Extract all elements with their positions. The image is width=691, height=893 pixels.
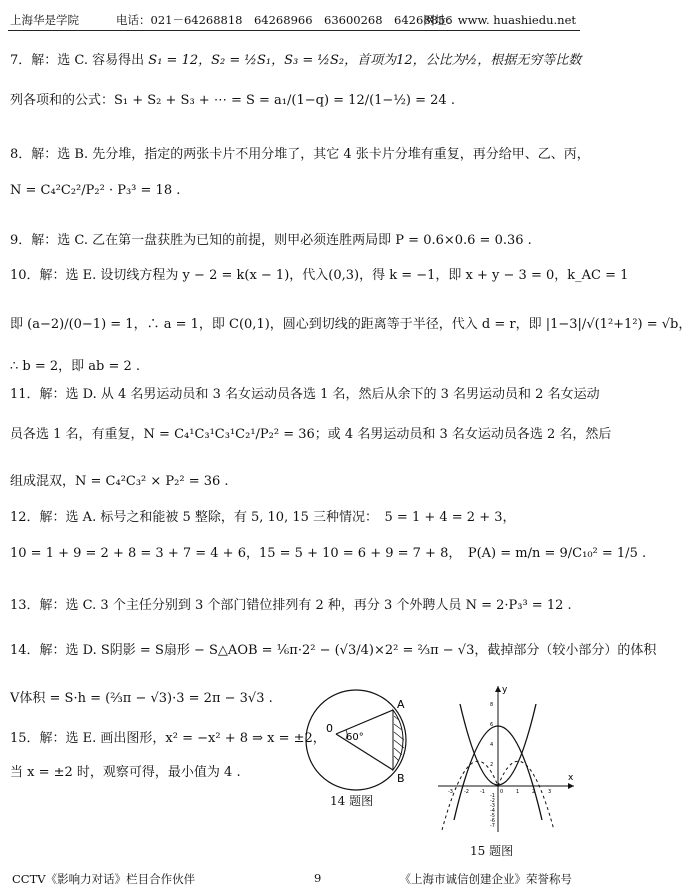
q7-line-1 — [10, 52, 580, 70]
fig14-label-b: B — [397, 772, 405, 785]
header-phone: 电话：021－64268818 64268966 63600268 64268856 — [116, 13, 453, 27]
fig15-ytick-5: -2 — [490, 798, 495, 804]
q11-line-2: 员各选 1 名，有重复，N = C₄¹C₃¹C₃¹C₂¹/P₂² = 36；或 4 名男运动员和 3 名女运动员各选 2 名，然后 — [10, 427, 612, 442]
fig15-axis-y: y — [502, 685, 508, 695]
page-header — [8, 8, 580, 31]
q15-line-1: 15．解：选 E. 画出图形，x² = −x² + 8 ⇒ x = ±2， — [10, 731, 326, 746]
header-website: 网址：www. huashiedu.net — [423, 13, 576, 27]
figure-15-graph — [432, 680, 582, 838]
q7-line-1-math: S₁ = 12，S₂ = ½S₁，S₃ = ½S₂，首项为12，公比为½，根据无穷等比数 — [148, 53, 582, 68]
footer-left: CCTV《影响力对话》栏目合作伙伴 — [12, 872, 196, 886]
q7-line-2: 列各项和的公式：S₁ + S₂ + S₃ + ⋯ = S = a₁/(1−q) = 12/(1−½) = 24 . — [10, 93, 455, 108]
q14-line-1: 14．解：选 D. S阴影 = S扇形 − S△AOB = ⅙π·2² − (√3/4)×2² = ⅔π − √3，截掉部分（较小部分）的体积 — [10, 643, 657, 658]
fig15-ytick-7: -4 — [490, 808, 495, 814]
q7-line-1-text: 7．解：选 C. 容易得出 — [10, 53, 145, 68]
fig14-caption: 14 题图 — [330, 794, 374, 808]
fig15-ytick-6: -3 — [490, 803, 495, 809]
fig15-ytick-0: 8 — [490, 702, 494, 708]
q10-line-2: 即 (a−2)/(0−1) = 1，∴ a = 1，即 C(0,1)，圆心到切线的距离等于半径，代入 d = r，即 |1−3|/√(1²+1²) = √b， — [10, 317, 691, 332]
fig15-ytick-3: 2 — [490, 762, 494, 768]
page-number: 9 — [314, 871, 322, 885]
fig15-xtick-2: -1 — [480, 789, 485, 795]
figure-14-circle — [296, 684, 422, 796]
q13-line-1: 13．解：选 C. 3 个主任分别到 3 个部门错位排列有 2 种，再分 3 个外聘人员 N = 2·P₃³ = 12 . — [10, 598, 572, 613]
header-school: 上海华是学院 — [10, 13, 79, 27]
fig15-ytick-4: -1 — [490, 793, 495, 799]
fig15-xtick-6: 3 — [548, 789, 552, 795]
q10-line-1: 10．解：选 E. 设切线方程为 y − 2 = k(x − 1)，代入(0,3)，得 k = −1，即 x + y − 3 = 0，k_AC = 1 — [10, 268, 629, 283]
q15-line-2: 当 x = ±2 时，观察可得，最小值为 4 . — [10, 765, 241, 780]
fig15-ytick-8: -5 — [490, 813, 495, 819]
fig15-caption: 15 题图 — [470, 844, 514, 858]
fig15-xtick-3: 0 — [500, 789, 504, 795]
fig15-ytick-10: -7 — [490, 823, 495, 829]
q12-line-1: 12．解：选 A. 标号之和能被 5 整除，有 5, 10, 15 三种情况： 5 = 1 + 4 = 2 + 3， — [10, 510, 516, 525]
fig15-ytick-1: 6 — [490, 722, 494, 728]
q14-line-2: V体积 = S·h = (⅔π − √3)·3 = 2π − 3√3 . — [10, 691, 273, 706]
fig15-xtick-4: 1 — [516, 789, 520, 795]
fig14-angle: 60° — [346, 732, 364, 743]
fig14-label-o: 0 — [326, 722, 333, 735]
q12-line-2: 10 = 1 + 9 = 2 + 8 = 3 + 7 = 4 + 6，15 = 5 + 10 = 6 + 9 = 7 + 8， P(A) = m/n = 9/C₁₀² = 1/5 . — [10, 546, 647, 561]
fig15-ytick-2: 4 — [490, 742, 494, 748]
fig15-xtick-0: -3 — [448, 789, 453, 795]
q11-line-3: 组成混双，N = C₄²C₃² × P₂² = 36 . — [10, 474, 229, 489]
fig15-xtick-5: 2 — [532, 789, 536, 795]
fig15-axis-x: x — [568, 773, 574, 783]
q10-line-3: ∴ b = 2，即 ab = 2 . — [10, 359, 141, 374]
fig14-label-a: A — [397, 698, 405, 711]
fig15-ytick-9: -6 — [490, 818, 495, 824]
q11-line-1: 11．解：选 D. 从 4 名男运动员和 3 名女运动员各选 1 名，然后从余下的 3 名男运动员和 2 名女运动 — [10, 387, 600, 402]
fig15-xtick-1: -2 — [464, 789, 469, 795]
q8-line-2: N = C₄²C₂²/P₂² · P₃³ = 18 . — [10, 183, 181, 198]
q8-line-1: 8．解：选 B. 先分堆，指定的两张卡片不用分堆了，其它 4 张卡片分堆有重复，再分给甲、乙、丙， — [10, 147, 590, 162]
footer-right: 《上海市诚信创建企业》荣誉称号 — [399, 872, 572, 886]
q9-line-1: 9．解：选 C. 乙在第一盘获胜为已知的前提，则甲必须连胜两局即 P = 0.6×0.6 = 0.36 . — [10, 233, 532, 248]
